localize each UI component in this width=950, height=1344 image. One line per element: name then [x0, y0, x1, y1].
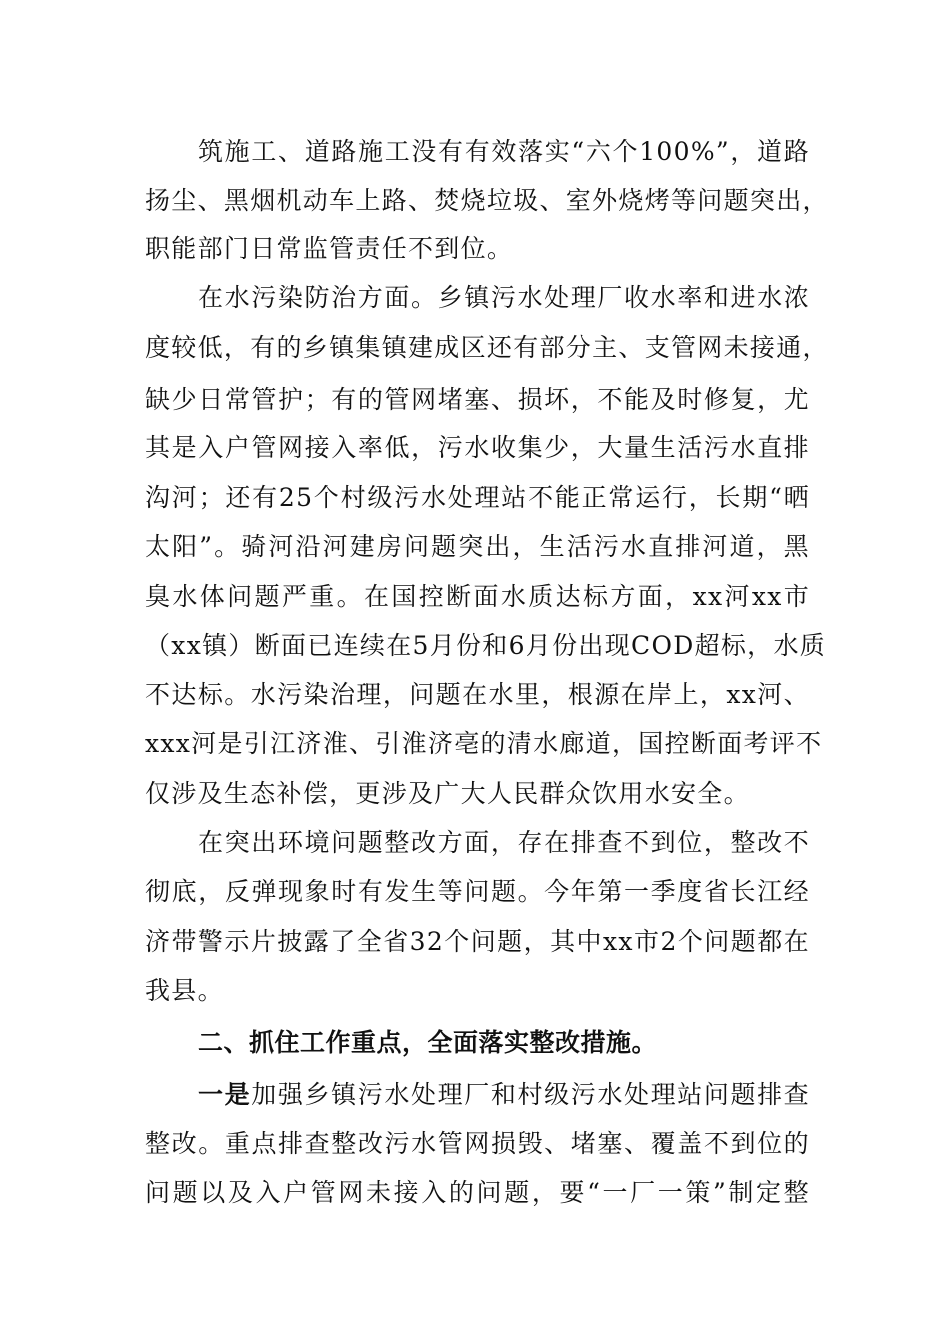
- paragraph-line: （xx镇）断面已连续在5月份和6月份出现COD超标，水质: [145, 631, 827, 660]
- paragraph-line: 度较低，有的乡镇集镇建成区还有部分主、支管网未接通，: [145, 333, 829, 362]
- measure-lead: 一是: [198, 1080, 252, 1109]
- paragraph-line: 济带警示片披露了全省32个问题，其中xx市2个问题都在: [145, 927, 810, 956]
- paragraph-line: 臭水体问题严重。在国控断面水质达标方面，xx河xx市: [145, 582, 810, 611]
- paragraph-line: 问题以及入户管网未接入的问题，要“一厂一策”制定整: [145, 1178, 810, 1207]
- paragraph-line: 筑施工、道路施工没有有效落实“六个100%”，道路: [198, 137, 810, 166]
- section-heading: 二、抓住工作重点，全面落实整改措施。: [198, 1028, 658, 1057]
- paragraph-line: 职能部门日常监管责任不到位。: [145, 234, 514, 263]
- paragraph-line: 缺少日常管护；有的管网堵塞、损坏，不能及时修复，尤: [145, 385, 810, 414]
- paragraph-line: 沟河；还有25个村级污水处理站不能正常运行，长期“晒: [145, 483, 810, 512]
- paragraph-line: [198, 1075, 810, 1115]
- paragraph-line: 我县。: [145, 976, 224, 1005]
- paragraph-line: 整改。重点排查整改污水管网损毁、堵塞、覆盖不到位的: [145, 1129, 810, 1158]
- paragraph-line: xxx河是引江济淮、引淮济亳的清水廊道，国控断面考评不: [145, 729, 823, 758]
- measure-text: 加强乡镇污水处理厂和村级污水处理站问题排查: [251, 1080, 810, 1109]
- paragraph-line: 太阳”。骑河沿河建房问题突出，生活污水直排河道，黑: [145, 532, 810, 561]
- paragraph-line: 扬尘、黑烟机动车上路、焚烧垃圾、室外烧烤等问题突出，: [145, 186, 829, 215]
- paragraph-line: 在突出环境问题整改方面，存在排查不到位，整改不: [198, 828, 810, 857]
- paragraph-line: 不达标。水污染治理，问题在水里，根源在岸上，xx河、: [145, 680, 810, 709]
- paragraph-line: 在水污染防治方面。乡镇污水处理厂收水率和进水浓: [198, 283, 810, 312]
- paragraph-line: 彻底，反弹现象时有发生等问题。今年第一季度省长江经: [145, 877, 810, 906]
- paragraph-line: 仅涉及生态补偿，更涉及广大人民群众饮用水安全。: [145, 779, 750, 808]
- paragraph-line: 其是入户管网接入率低，污水收集少，大量生活污水直排: [145, 433, 810, 462]
